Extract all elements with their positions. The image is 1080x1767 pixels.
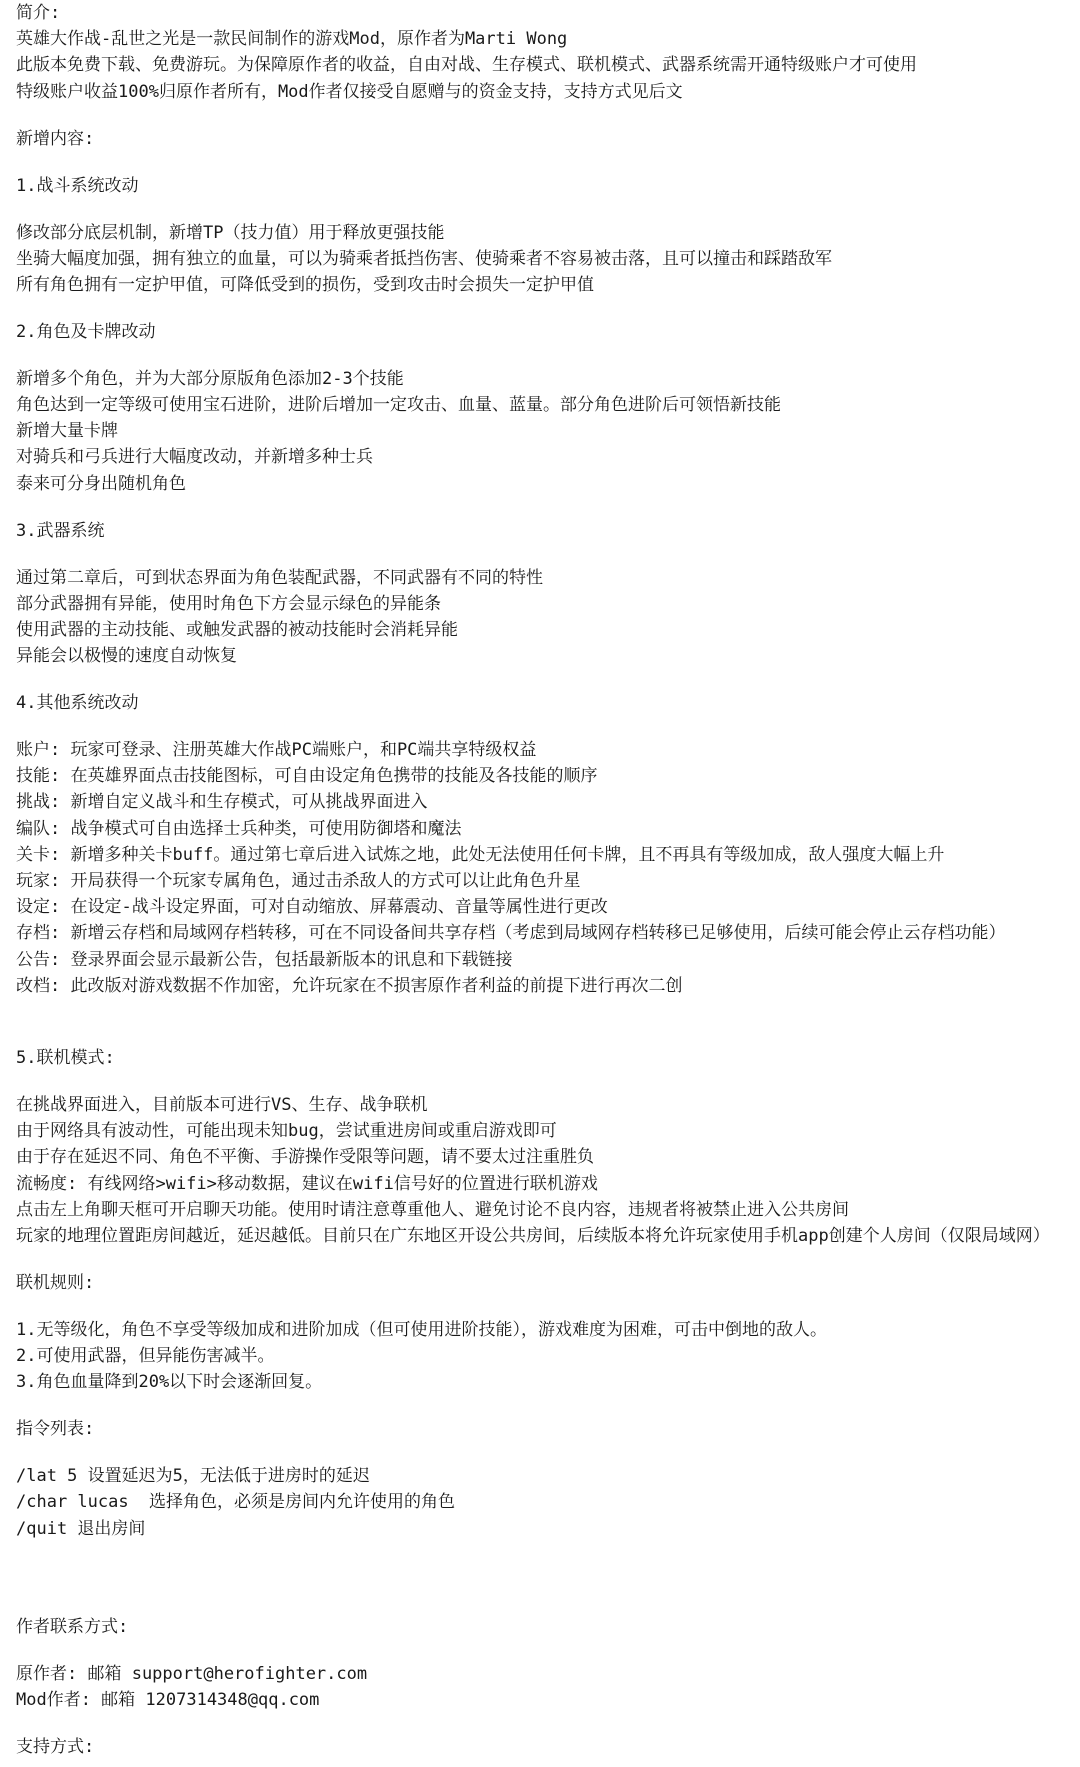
section-title-characters: 2.角色及卡牌改动 — [16, 321, 156, 342]
spacer — [16, 1442, 1080, 1463]
section-line: 角色达到一定等级可使用宝石进阶，进阶后增加一定攻击、血量、蓝量。部分角色进阶后可领悟新技能 — [16, 395, 781, 416]
section-line: 新增多个角色，并为大部分原版角色添加2-3个技能 — [16, 368, 404, 389]
spacer — [16, 1071, 1080, 1092]
section-line: 坐骑大幅度加强，拥有独立的血量，可以为骑乘者抵挡伤害、使骑乘者不容易被击落，且可以撞击和踩踏敌军 — [16, 248, 832, 269]
section-line: 部分武器拥有异能，使用时角色下方会显示绿色的异能条 — [16, 593, 441, 614]
spacer — [16, 105, 1080, 126]
command-line: /lat 5 设置延迟为5，无法低于进房时的延迟 — [16, 1466, 370, 1487]
section-line: 所有角色拥有一定护甲值，可降低受到的损伤，受到攻击时会损失一定护甲值 — [16, 274, 594, 295]
intro-line: 特级账户收益100%归原作者所有，Mod作者仅接受自愿赠与的资金支持，支持方式见后文 — [16, 81, 683, 102]
section-line: 泰来可分身出随机角色 — [16, 473, 186, 494]
section-line: 玩家: 开局获得一个玩家专属角色，通过击杀敌人的方式可以让此角色升星 — [16, 871, 581, 892]
section-line: 关卡: 新增多种关卡buff。通过第七章后进入试炼之地，此处无法使用任何卡牌，且不再具有等级加成，敌人强度大幅上升 — [16, 844, 945, 865]
section-title-other-systems: 4.其他系统改动 — [16, 693, 139, 714]
section-line: 设定: 在设定-战斗设定界面，可对自动缩放、屏幕震动、音量等属性进行更改 — [16, 897, 608, 918]
spacer — [16, 669, 1080, 690]
section-line: 玩家的地理位置距房间越近，延迟越低。目前只在广东地区开设公共房间，后续版本将允许玩家使用手机app创建个人房间（仅限局域网） — [16, 1225, 1050, 1246]
section-line: 通过第二章后，可到状态界面为角色装配武器，不同武器有不同的特性 — [16, 567, 543, 588]
intro-heading: 简介: — [16, 3, 61, 23]
rules-heading: 联机规则: — [16, 1272, 95, 1293]
spacer — [16, 298, 1080, 319]
section-title-multiplayer: 5.联机模式: — [16, 1047, 115, 1068]
support-heading: 支持方式: — [16, 1736, 95, 1757]
command-line: /quit 退出房间 — [16, 1518, 146, 1539]
section-line: 改档: 此改版对游戏数据不作加密，允许玩家在不损害原作者利益的前提下进行再次二创 — [16, 975, 683, 996]
rule-line: 2.可使用武器，但异能伤害减半。 — [16, 1346, 275, 1367]
section-line: 由于存在延迟不同、角色不平衡、手游操作受限等问题，请不要太过注重胜负 — [16, 1147, 594, 1168]
section-line: 账户: 玩家可登录、注册英雄大作战PC端账户，和PC端共享特级权益 — [16, 740, 537, 761]
intro-line: 此版本免费下载、免费游玩。为保障原作者的收益，自由对战、生存模式、联机模式、武器系统需开通特级账户才可使用 — [16, 55, 917, 76]
spacer — [16, 1249, 1080, 1270]
spacer — [16, 1296, 1080, 1317]
spacer — [16, 152, 1080, 173]
section-line: 挑战: 新增自定义战斗和生存模式，可从挑战界面进入 — [16, 792, 428, 813]
spacer — [16, 1640, 1080, 1661]
section-line: 使用武器的主动技能、或触发武器的被动技能时会消耗异能 — [16, 619, 458, 640]
section-line: 技能: 在英雄界面点击技能图标，可自由设定角色携带的技能及各技能的顺序 — [16, 766, 598, 787]
spacer — [16, 544, 1080, 565]
section-line: 编队: 战争模式可自由选择士兵种类，可使用防御塔和魔法 — [16, 818, 462, 839]
section-line: 修改部分底层机制，新增TP（技力值）用于释放更强技能 — [16, 222, 445, 243]
section-line: 由于网络具有波动性，可能出现未知bug，尝试重进房间或重启游戏即可 — [16, 1121, 557, 1142]
spacer — [16, 1395, 1080, 1416]
spacer — [16, 497, 1080, 518]
section-line: 在挑战界面进入，目前版本可进行VS、生存、战争联机 — [16, 1094, 428, 1115]
section-title-weapons: 3.武器系统 — [16, 520, 105, 541]
rule-line: 3.角色血量降到20%以下时会逐渐回复。 — [16, 1372, 323, 1393]
section-line: 公告: 登录界面会显示最新公告，包括最新版本的讯息和下载链接 — [16, 949, 513, 970]
section-line: 存档: 新增云存档和局域网存档转移，可在不同设备间共享存档（考虑到局域网存档转移已足够使用，后续可能会停止云存档功能） — [16, 923, 1006, 944]
new-content-heading: 新增内容: — [16, 128, 95, 149]
section-title-combat: 1.战斗系统改动 — [16, 175, 139, 196]
contact-line: 原作者: 邮箱 support@herofighter.com — [16, 1663, 368, 1684]
spacer — [16, 1542, 1080, 1614]
command-line: /char lucas 选择角色，必须是房间内允许使用的角色 — [16, 1492, 456, 1513]
intro-line: 英雄大作战-乱世之光是一款民间制作的游戏Mod，原作者为Marti Wong — [16, 29, 568, 50]
readme-document — [16, 0, 1080, 1760]
rule-line: 1.无等级化，角色不享受等级加成和进阶加成（但可使用进阶技能），游戏难度为困难，可击中倒地的敌人。 — [16, 1319, 827, 1340]
spacer — [16, 1713, 1080, 1734]
spacer — [16, 345, 1080, 366]
commands-heading: 指令列表: — [16, 1419, 95, 1440]
section-line: 点击左上角聊天框可开启聊天功能。使用时请注意尊重他人、避免讨论不良内容，违规者将被禁止进入公共房间 — [16, 1199, 849, 1220]
spacer — [16, 716, 1080, 737]
contact-line: Mod作者: 邮箱 1207314348@qq.com — [16, 1689, 320, 1710]
section-line: 新增大量卡牌 — [16, 421, 118, 442]
section-line: 异能会以极慢的速度自动恢复 — [16, 646, 237, 667]
spacer — [16, 199, 1080, 220]
section-line: 流畅度: 有线网络>wifi>移动数据，建议在wifi信号好的位置进行联机游戏 — [16, 1173, 598, 1194]
section-line: 对骑兵和弓兵进行大幅度改动，并新增多种士兵 — [16, 447, 373, 468]
contact-heading: 作者联系方式: — [16, 1616, 129, 1637]
spacer — [16, 999, 1080, 1045]
